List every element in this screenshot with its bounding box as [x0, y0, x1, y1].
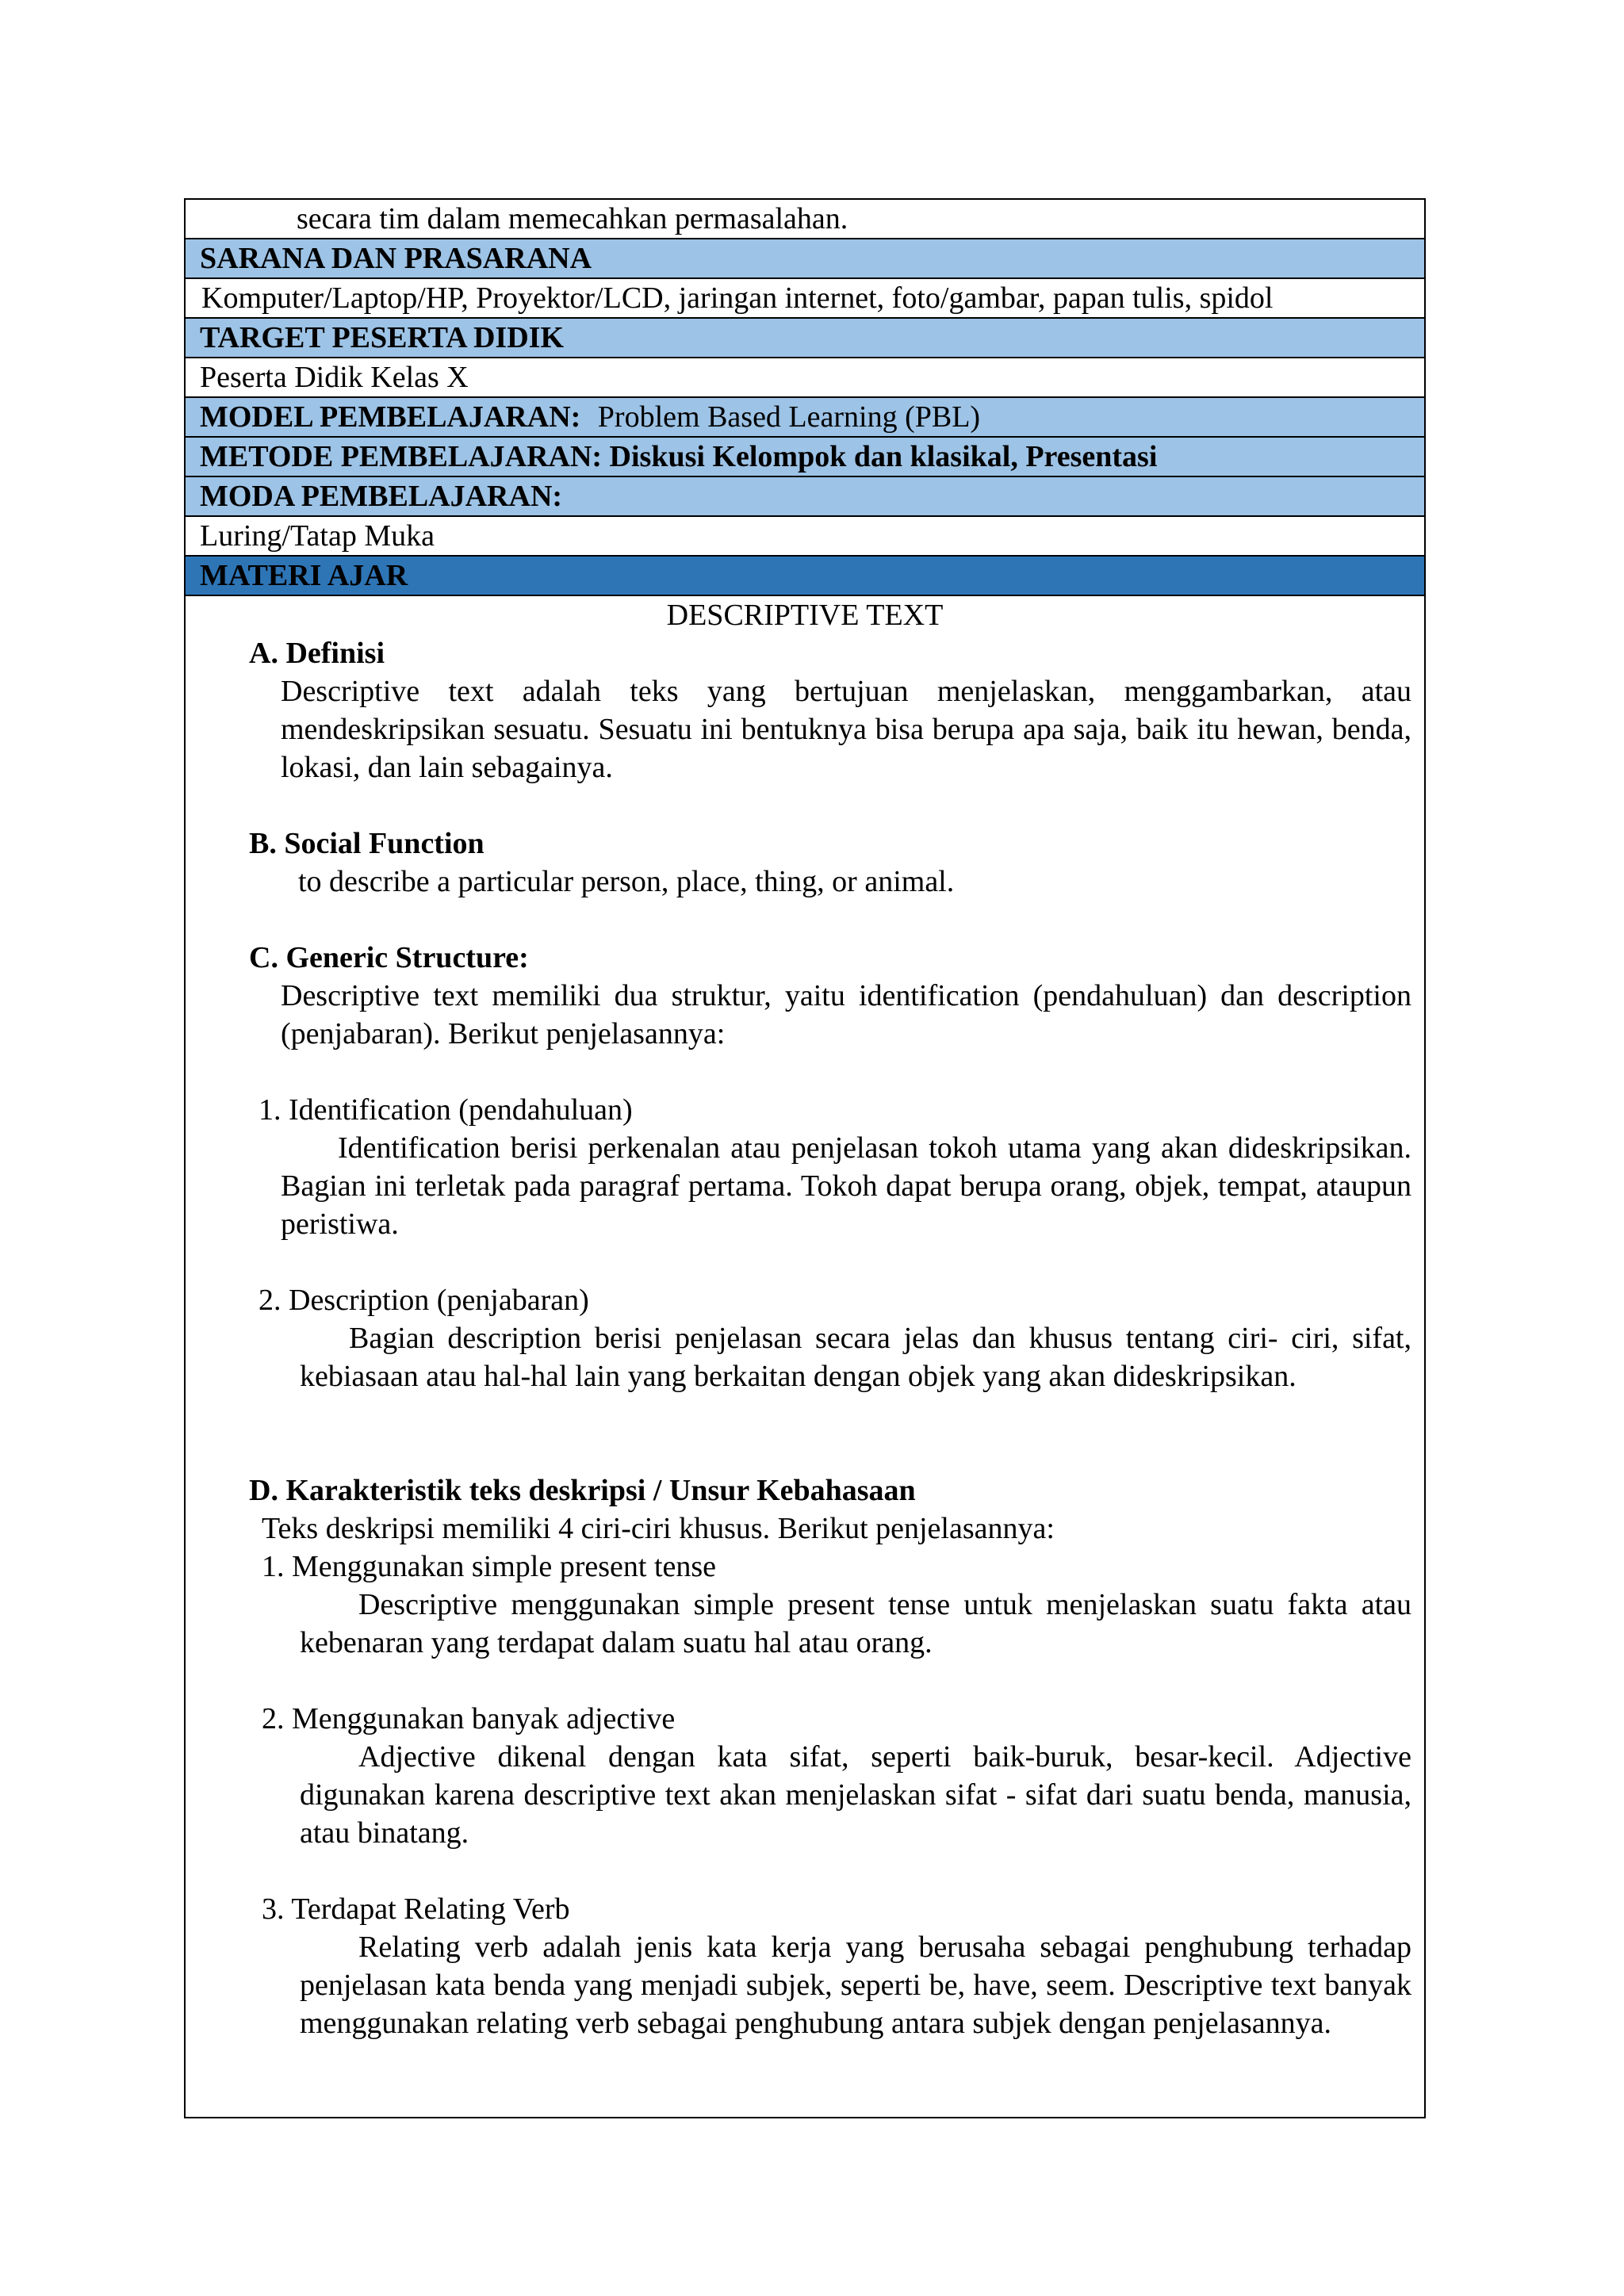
c1-text: Identification berisi perkenalan atau penjelasan tokoh utama yang akan dideskripsikan. Bagian ini terletak pada paragraf pertama. Tokoh dapat berupa orang, objek, tempat, ataupun peristiwa. — [281, 1131, 1411, 1241]
section-b-text: to describe a particular person, place, thing, or animal. — [298, 865, 955, 898]
c2-heading: 2. Description (penjabaran) — [259, 1284, 589, 1317]
model-row — [186, 398, 1424, 438]
sarana-value: Komputer/Laptop/HP, Proyektor/LCD, jaringan internet, foto/gambar, papan tulis, spidol — [201, 281, 1274, 315]
metode-row — [186, 438, 1424, 477]
target-value: Peserta Didik Kelas X — [200, 361, 469, 394]
section-d-heading: D. Karakteristik teks deskripsi / Unsur Kebahasaan — [249, 1474, 916, 1507]
c2-text: Bagian description berisi penjelasan secara jelas dan khusus tentang ciri- ciri, sifat, kebiasaan atau hal-hal lain yang berkaitan dengan objek yang akan dideskripsikan. — [300, 1322, 1411, 1393]
target-header: TARGET PESERTA DIDIK — [200, 321, 565, 354]
d3-heading: 3. Terdapat Relating Verb — [262, 1892, 570, 1926]
section-c-text: Descriptive text memiliki dua struktur, yaitu identification (pendahuluan) dan description (penjabaran). Berikut penjelasannya: — [281, 979, 1411, 1050]
materi-title: DESCRIPTIVE TEXT — [666, 599, 944, 632]
section-b-heading: B. Social Function — [249, 827, 485, 860]
d2-text: Adjective dikenal dengan kata sifat, seperti baik-buruk, besar-kecil. Adjective digunakan karena descriptive text akan menjelaskan sifat - sifat dari suatu benda, manusia, atau binatang. — [300, 1740, 1411, 1850]
section-c-heading: C. Generic Structure: — [249, 941, 529, 974]
model-label: MODEL PEMBELAJARAN: — [200, 400, 581, 434]
lesson-plan-table — [184, 198, 1426, 2118]
sarana-header-row — [186, 239, 1424, 279]
d1-heading: 1. Menggunakan simple present tense — [262, 1550, 717, 1583]
sarana-value-row — [186, 279, 1424, 319]
moda-value-row — [186, 517, 1424, 557]
materi-header: MATERI AJAR — [200, 559, 408, 592]
materi-header-row — [186, 557, 1424, 596]
d2-heading: 2. Menggunakan banyak adjective — [262, 1702, 676, 1735]
d1-text: Descriptive menggunakan simple present tense untuk menjelaskan suatu fakta atau kebenaran yang terdapat dalam suatu hal atau orang. — [300, 1588, 1411, 1659]
model-value: Problem Based Learning (PBL) — [597, 400, 981, 434]
target-header-row — [186, 319, 1424, 358]
metode-label: METODE PEMBELAJARAN: Diskusi Kelompok dan klasikal, Presentasi — [200, 440, 1158, 473]
continuation-row — [186, 200, 1424, 239]
moda-header-row — [186, 477, 1424, 517]
d3-text: Relating verb adalah jenis kata kerja yang berusaha sebagai penghubung terhadap penjelasan kata benda yang menjadi subjek, seperti be, have, seem. Descriptive text banyak menggunakan relating verb sebagai penghubung antara subjek dengan penjelasannya. — [300, 1931, 1411, 2040]
continuation-text: secara tim dalam memecahkan permasalahan. — [297, 202, 848, 235]
section-a-text: Descriptive text adalah teks yang bertujuan menjelaskan, menggambarkan, atau mendeskripsikan sesuatu. Sesuatu ini bentuknya bisa berupa apa saja, baik itu hewan, benda, lokasi, dan lain sebagainya. — [281, 675, 1411, 784]
moda-value: Luring/Tatap Muka — [200, 519, 435, 553]
sarana-header: SARANA DAN PRASARANA — [200, 242, 592, 275]
target-value-row — [186, 358, 1424, 398]
section-d-intro: Teks deskripsi memiliki 4 ciri-ciri khusus. Berikut penjelasannya: — [262, 1512, 1055, 1545]
section-a-heading: A. Definisi — [249, 637, 385, 670]
moda-header: MODA PEMBELAJARAN: — [200, 480, 563, 513]
c1-heading: 1. Identification (pendahuluan) — [259, 1093, 633, 1127]
